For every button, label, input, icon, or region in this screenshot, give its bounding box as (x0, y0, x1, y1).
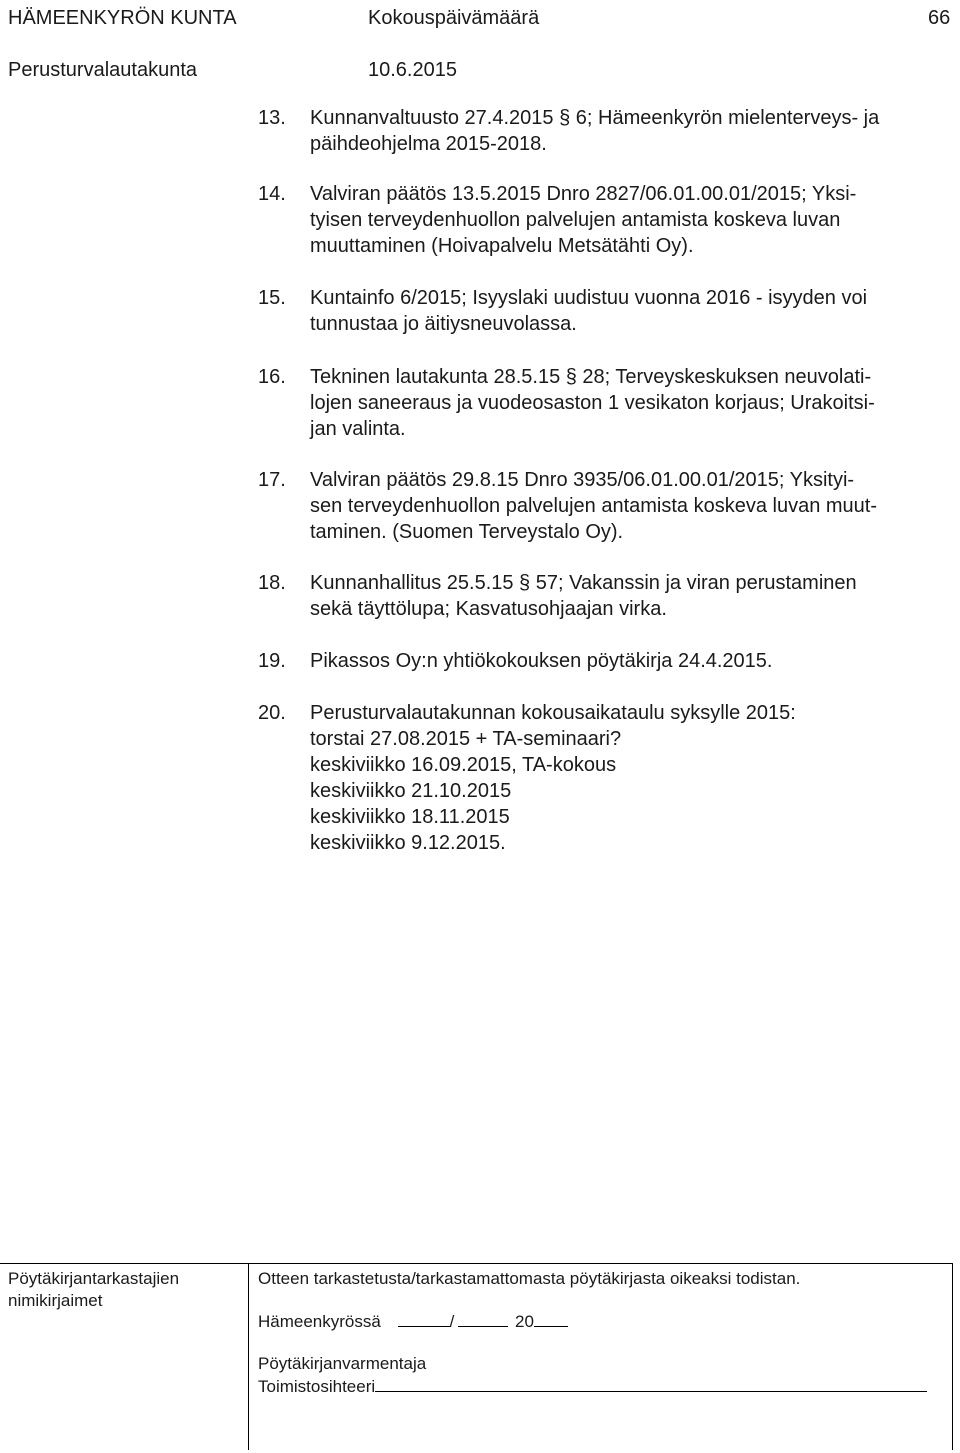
item-text-line: sen terveydenhuollon palvelujen antamista koskeva luvan muut- (310, 495, 878, 517)
item-text-line: jan valinta. (310, 418, 406, 440)
role-line (258, 1375, 927, 1398)
certification-text: Otteen tarkastetusta/tarkastamattomasta pöytäkirjasta oikeaksi todistan. (258, 1269, 801, 1288)
date-separator: / (449, 1312, 455, 1331)
day-blank[interactable] (398, 1310, 450, 1327)
page-number: 66 (928, 7, 951, 29)
item-text-line: muuttaminen (Hoivapalvelu Metsätähti Oy). (310, 235, 694, 257)
agenda-item (258, 285, 948, 337)
signature-blank[interactable] (375, 1375, 927, 1392)
item-text-line: sekä täyttölupa; Kasvatusohjaajan virka. (310, 598, 667, 620)
item-text-line: tyisen terveydenhuollon palvelujen antamista koskeva luvan (310, 209, 841, 231)
item-text-line: Tekninen lautakunta 28.5.15 § 28; Terveyskeskuksen neuvolati- (310, 366, 872, 388)
agenda-item (258, 364, 948, 442)
agenda-item (258, 570, 948, 622)
document-type: Kokouspäivämäärä (368, 7, 540, 29)
initials-label: Pöytäkirjantarkastajien (8, 1269, 180, 1288)
verifier-label: Pöytäkirjanvarmentaja (258, 1354, 427, 1373)
place-date-line (258, 1310, 568, 1333)
initials-cell (0, 1264, 249, 1450)
item-number: 16. (258, 366, 286, 388)
item-number: 14. (258, 183, 286, 205)
item-number: 19. (258, 650, 286, 672)
agenda-item (258, 700, 948, 856)
item-text-line: Perusturvalautakunnan kokousaikataulu syksylle 2015: (310, 702, 796, 724)
initials-label-2: nimikirjaimet (8, 1291, 103, 1310)
year-prefix: 20 (515, 1312, 534, 1331)
item-text-line: keskiviikko 9.12.2015. (310, 832, 506, 854)
item-text-line: tunnustaa jo äitiysneuvolassa. (310, 313, 577, 335)
item-text-line: päihdeohjelma 2015-2018. (310, 133, 547, 155)
item-number: 20. (258, 702, 286, 724)
agenda-item (258, 648, 948, 674)
item-text-line: keskiviikko 21.10.2015 (310, 780, 512, 802)
org-name: HÄMEENKYRÖN KUNTA (8, 7, 237, 29)
item-text-line: torstai 27.08.2015 + TA-seminaari? (310, 728, 622, 750)
place-label: Hämeenkyrössä (258, 1312, 381, 1331)
agenda-item (258, 105, 948, 157)
meeting-date: 10.6.2015 (368, 59, 457, 81)
agenda-item (258, 181, 948, 259)
committee-name: Perusturvalautakunta (8, 59, 198, 81)
item-text-line: keskiviikko 18.11.2015 (310, 806, 510, 828)
item-text-line: taminen. (Suomen Terveystalo Oy). (310, 521, 624, 543)
item-text-line: Pikassos Oy:n yhtiökokouksen pöytäkirja 24.4.2015. (310, 650, 773, 672)
agenda-item (258, 467, 948, 545)
item-text-line: lojen saneeraus ja vuodeosaston 1 vesikaton korjaus; Urakoitsi- (310, 392, 875, 414)
month-blank[interactable] (458, 1310, 508, 1327)
item-number: 18. (258, 572, 286, 594)
role-label: Toimistosihteeri (258, 1377, 376, 1396)
item-number: 13. (258, 107, 286, 129)
item-number: 17. (258, 469, 286, 491)
item-text-line: Kuntainfo 6/2015; Isyyslaki uudistuu vuonna 2016 - isyyden voi (310, 287, 868, 309)
item-text-line: Valviran päätös 13.5.2015 Dnro 2827/06.01.00.01/2015; Yksi- (310, 183, 857, 205)
item-text-line: keskiviikko 16.09.2015, TA-kokous (310, 754, 617, 776)
item-text-line: Kunnanhallitus 25.5.15 § 57; Vakanssin ja viran perustaminen (310, 572, 857, 594)
year-blank[interactable] (534, 1310, 568, 1327)
item-text-line: Valviran päätös 29.8.15 Dnro 3935/06.01.00.01/2015; Yksityi- (310, 469, 855, 491)
item-text-line: Kunnanvaltuusto 27.4.2015 § 6; Hämeenkyrön mielenterveys- ja (310, 107, 880, 129)
item-number: 15. (258, 287, 286, 309)
signature-box (0, 1263, 953, 1450)
